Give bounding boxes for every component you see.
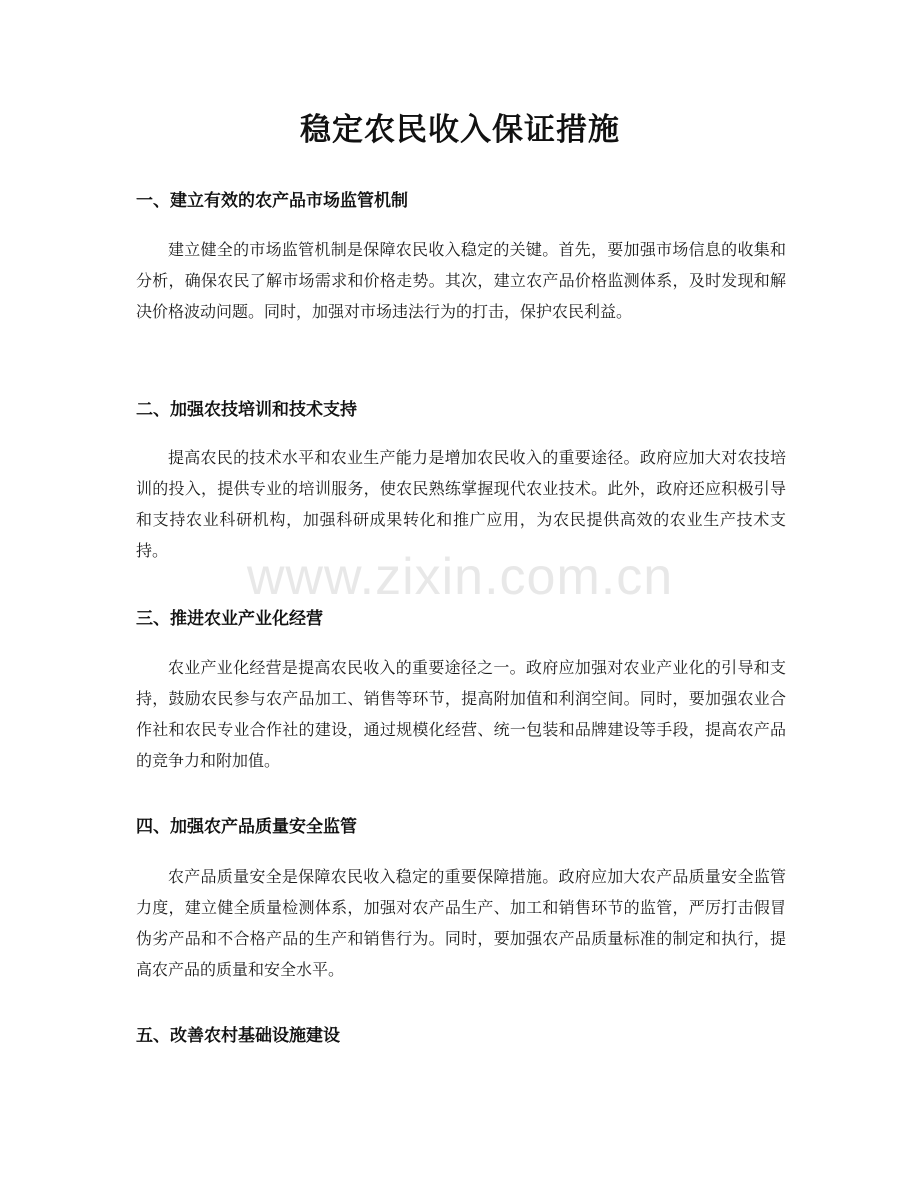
section-heading-4: 四、加强农产品质量安全监管 <box>136 817 357 837</box>
section-paragraph-3: 农业产业化经营是提高农民收入的重要途径之一。政府应加强对农业产业化的引导和支持，鼓励农民参与农产品加工、销售等环节，提高附加值和利润空间。同时，要加强农业合作社和农民专业合作社的建设，通过规模化经营、统一包装和品牌建设等手段，提高农产品的竞争力和附加值。 <box>136 658 786 770</box>
section-heading-5: 五、改善农村基础设施建设 <box>136 1026 340 1046</box>
section-paragraph-2: 提高农民的技术水平和农业生产能力是增加农民收入的重要途径。政府应加大对农技培训的投入，提供专业的培训服务，使农民熟练掌握现代农业技术。此外，政府还应积极引导和支持农业科研机构，加强科研成果转化和推广应用，为农民提供高效的农业生产技术支持。 <box>136 448 786 560</box>
watermark: www.zixin.com.cn <box>246 548 674 606</box>
section-heading-1: 一、建立有效的农产品市场监管机制 <box>136 191 408 211</box>
section-paragraph-1: 建立健全的市场监管机制是保障农民收入稳定的关键。首先，要加强市场信息的收集和分析，确保农民了解市场需求和价格走势。其次，建立农产品价格监测体系，及时发现和解决价格波动问题。同时，加强对市场违法行为的打击，保护农民利益。 <box>136 240 786 321</box>
section-paragraph-4: 农产品质量安全是保障农民收入稳定的重要保障措施。政府应加大农产品质量安全监管力度，建立健全质量检测体系，加强对农产品生产、加工和销售环节的监管，严厉打击假冒伪劣产品和不合格产品的生产和销售行为。同时，要加强农产品质量标准的制定和执行，提高农产品的质量和安全水平。 <box>136 867 786 979</box>
section-heading-2: 二、加强农技培训和技术支持 <box>136 400 357 420</box>
section-heading-3: 三、推进农业产业化经营 <box>136 609 323 629</box>
document-title: 稳定农民收入保证措施 <box>300 112 620 148</box>
